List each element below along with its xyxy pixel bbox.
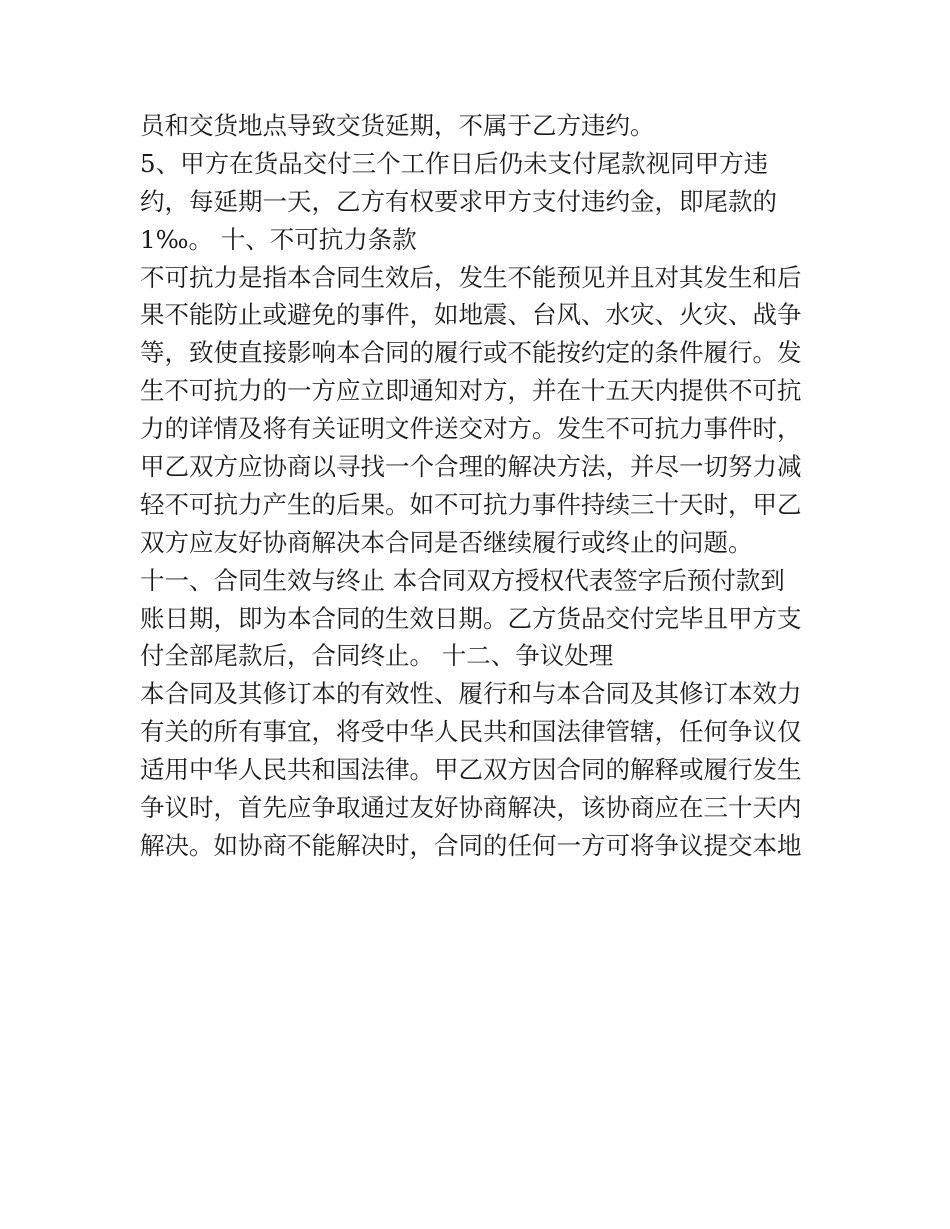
text-line: 争议时，首先应争取通过友好协商解决，该协商应在三十天内 bbox=[140, 793, 802, 823]
text-line: 付全部尾款后，合同终止。 十二、争议处理 bbox=[140, 641, 614, 671]
text-line: 生不可抗力的一方应立即通知对方，并在十五天内提供不可抗 bbox=[140, 376, 802, 406]
text-line: 约，每延期一天，乙方有权要求甲方支付违约金，即尾款的 bbox=[140, 186, 777, 216]
text-line: 轻不可抗力产生的后果。如不可抗力事件持续三十天时，甲乙 bbox=[140, 489, 802, 519]
text-line: 力的详情及将有关证明文件送交对方。发生不可抗力事件时， bbox=[140, 414, 802, 444]
text-line: 甲乙双方应协商以寻找一个合理的解决方法，并尽一切努力减 bbox=[140, 452, 802, 482]
text-line: 十一、合同生效与终止 本合同双方授权代表签字后预付款到 bbox=[140, 565, 785, 595]
text-line: 5、甲方在货品交付三个工作日后仍未支付尾款视同甲方违 bbox=[140, 148, 769, 178]
text-line: 员和交货地点导致交货延期，不属于乙方违约。 bbox=[140, 111, 655, 140]
text-line: 适用中华人民共和国法律。甲乙双方因合同的解释或履行发生 bbox=[140, 755, 802, 785]
text-line: 不可抗力是指本合同生效后，发生不能预见并且对其发生和后 bbox=[140, 262, 802, 292]
text-line: 有关的所有事宜，将受中华人民共和国法律管辖，任何争议仅 bbox=[140, 717, 802, 747]
text-line: 等，致使直接影响本合同的履行或不能按约定的条件履行。发 bbox=[140, 338, 802, 368]
text-line: 1‰。 十、不可抗力条款 bbox=[140, 224, 417, 254]
contract-text-body bbox=[140, 107, 840, 865]
text-line: 果不能防止或避免的事件，如地震、台风、水灾、火灾、战争 bbox=[140, 300, 802, 330]
text-line: 本合同及其修订本的有效性、履行和与本合同及其修订本效力 bbox=[140, 679, 802, 709]
text-line: 双方应友好协商解决本合同是否继续履行或终止的问题。 bbox=[140, 527, 753, 557]
text-line: 账日期，即为本合同的生效日期。乙方货品交付完毕且甲方支 bbox=[140, 603, 802, 633]
text-line: 解决。如协商不能解决时，合同的任何一方可将争议提交本地 bbox=[140, 830, 802, 860]
